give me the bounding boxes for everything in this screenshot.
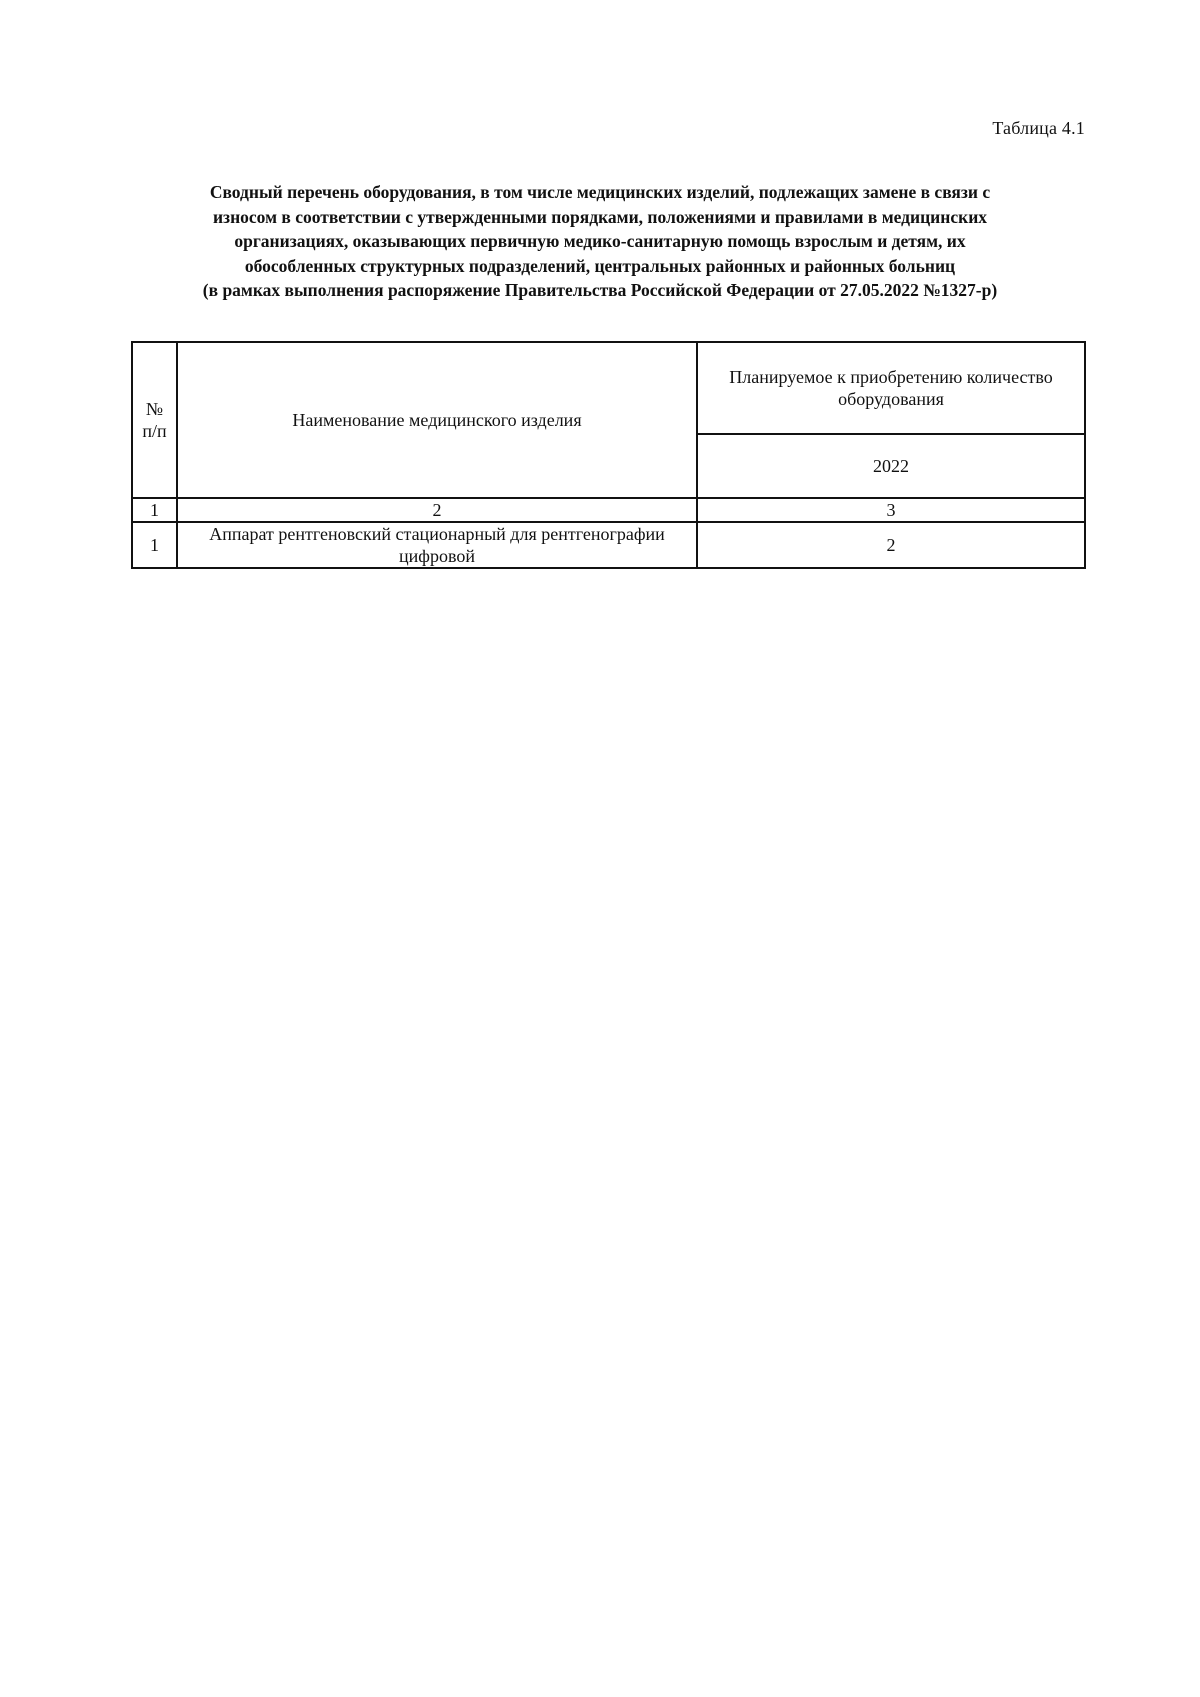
title-line: организациях, оказывающих первичную медико-санитарную помощь взрослым и детям, их bbox=[234, 231, 966, 251]
table-label: Таблица 4.1 bbox=[992, 118, 1085, 138]
header-cell-qty: Планируемое к приобретению количество оборудования bbox=[697, 342, 1085, 434]
header-cell-year: 2022 bbox=[697, 434, 1085, 498]
row-name-cell: Аппарат рентгеновский стационарный для рентгенографии цифровой bbox=[177, 522, 697, 568]
index-cell: 1 bbox=[132, 498, 177, 522]
title-line: обособленных структурных подразделений, центральных районных и районных больниц bbox=[244, 255, 956, 276]
header-cell-name: Наименование медицинского изделия bbox=[177, 342, 697, 498]
column-index-row bbox=[132, 498, 1085, 522]
table-row bbox=[132, 522, 1085, 568]
index-cell: 3 bbox=[697, 498, 1085, 522]
document-title bbox=[130, 180, 1070, 303]
equipment-table bbox=[131, 341, 1086, 569]
title-line: Сводный перечень оборудования, в том числе медицинских изделий, подлежащих замене в связи с bbox=[209, 182, 991, 202]
title-line: износом в соответствии с утвержденными порядками, положениями и правилами в медицинских bbox=[212, 206, 988, 227]
table-header-row bbox=[132, 342, 1085, 434]
index-cell: 2 bbox=[177, 498, 697, 522]
title-line: (в рамках выполнения распоряжение Правительства Российской Федерации от 27.05.2022 №1327-р) bbox=[202, 280, 998, 300]
row-qty-cell: 2 bbox=[697, 522, 1085, 568]
row-num-cell: 1 bbox=[132, 522, 177, 568]
header-cell-num: № п/п bbox=[132, 342, 177, 498]
